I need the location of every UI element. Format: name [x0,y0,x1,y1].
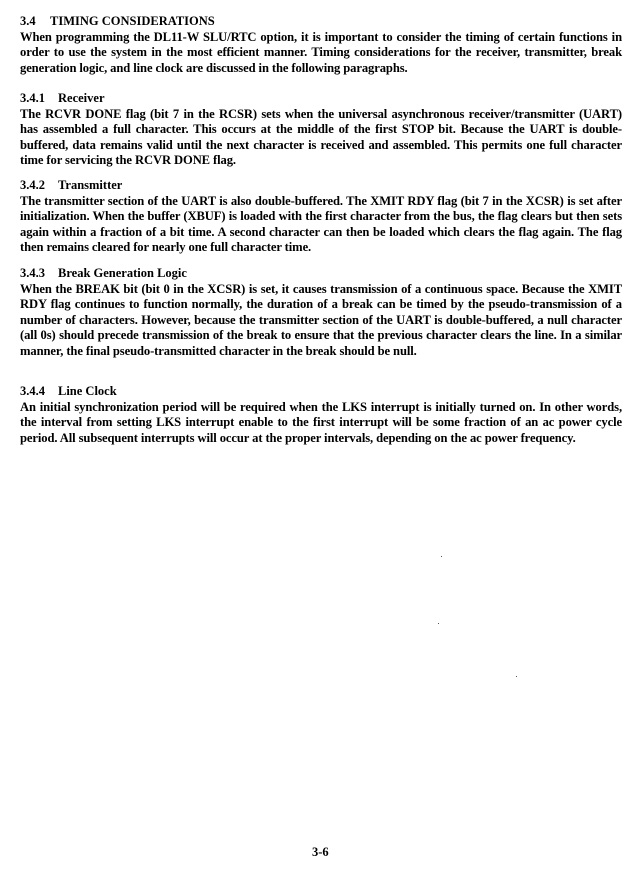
section-heading [20,91,622,107]
section-title: Line Clock [58,384,117,398]
section-body: The RCVR DONE flag (bit 7 in the RCSR) sets when the universal asynchronous receiver/transmitter (UART) has assembled a full character. This occurs at the middle of the first STOP bit. Because the UART is double-buffered, data remains valid until the next character is received and assembled. This permits one full character time for servicing the RCVR DONE flag. [20,106,622,167]
section-title: Break Generation Logic [58,266,187,280]
section-number: 3.4.1 [20,91,45,105]
scan-speck [438,623,439,624]
section-title: Receiver [58,91,105,105]
section-title: Transmitter [58,178,123,192]
scan-speck [516,676,517,677]
section-body: When programming the DL11-W SLU/RTC option, it is important to consider the timing of certain functions in order to use the system in the most efficient manner. Timing considerations for the receiver, transmitter, break generation logic, and line clock are discussed in the following paragraphs. [20,29,622,75]
section-number: 3.4.3 [20,266,45,280]
section-heading [20,178,622,194]
page-number: 3-6 [312,845,329,859]
section-heading [20,266,622,282]
section-line-clock [20,384,622,446]
scan-speck [441,556,442,557]
section-transmitter [20,178,622,256]
section-number: 3.4 [20,14,36,28]
section-heading [20,14,622,30]
section-receiver [20,91,622,169]
section-body: The transmitter section of the UART is also double-buffered. The XMIT RDY flag (bit 7 in the XCSR) is set after initialization. When the buffer (XBUF) is loaded with the first character from the bus, the flag clears but then sets again within a fraction of a bit time. A second character can then be loaded which clears the flag again. The flag then remains cleared for nearly one full character time. [20,193,622,254]
section-body: An initial synchronization period will be required when the LKS interrupt is initially turned on. In other words, the interval from setting LKS interrupt enable to the first interrupt will be some fraction of an ac power cycle period. All subsequent interrupts will occur at the proper intervals, depending on the ac power frequency. [20,399,622,445]
section-break-generation-logic [20,266,622,359]
section-number: 3.4.4 [20,384,45,398]
section-heading [20,384,622,400]
section-number: 3.4.2 [20,178,45,192]
section-title: TIMING CONSIDERATIONS [50,14,215,28]
section-timing-considerations [20,14,622,76]
section-body: When the BREAK bit (bit 0 in the XCSR) is set, it causes transmission of a continuous space. Because the XMIT RDY flag continues to function normally, the duration of a break can be timed by the pseudo-transmission of a number of characters. However, because the transmitter section of the UART is double-buffered, a null character (all 0s) should precede transmission of the break to ensure that the previous character clears the line. In a similar manner, the final pseudo-transmitted character in the break should be null. [20,281,622,358]
